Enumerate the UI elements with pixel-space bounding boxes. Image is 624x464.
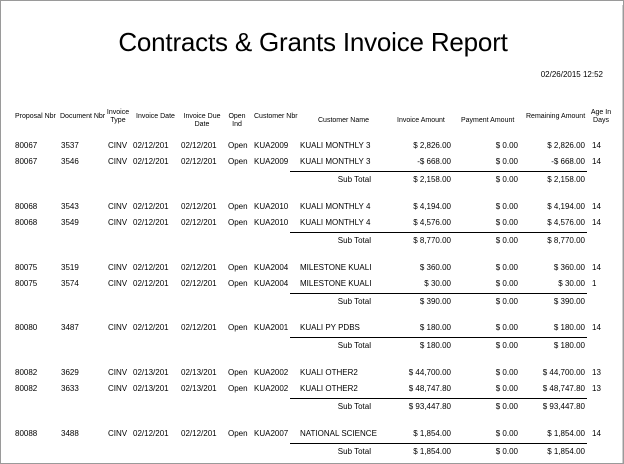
cell-doc: 3549 bbox=[61, 218, 79, 227]
cell-open: Open bbox=[228, 157, 248, 166]
cell-proposal: 80067 bbox=[15, 157, 38, 166]
cell-cust-nbr: KUA2010 bbox=[254, 202, 289, 211]
cell-inv-amt: $ 180.00 bbox=[419, 323, 451, 332]
cell-age: 14 bbox=[592, 218, 601, 227]
cell-cust-nbr: KUA2004 bbox=[254, 279, 289, 288]
cell-due-date: 02/12/201 bbox=[181, 202, 217, 211]
cell-rem-amt: $ 4,194.00 bbox=[547, 202, 585, 211]
cell-pay-amt: $ 0.00 bbox=[495, 429, 518, 438]
col-header-document-nbr: Document Nbr bbox=[60, 113, 106, 120]
col-header-invoice-due-date bbox=[181, 113, 223, 129]
subtotal-divider bbox=[290, 337, 587, 338]
subtotal-inv-amt: $ 1,854.00 bbox=[413, 447, 451, 456]
cell-open: Open bbox=[228, 323, 248, 332]
cell-inv-date: 02/12/201 bbox=[133, 202, 169, 211]
cell-due-date: 02/12/201 bbox=[181, 323, 217, 332]
cell-doc: 3537 bbox=[61, 141, 79, 150]
cell-doc: 3574 bbox=[61, 279, 79, 288]
col-header-open-ind bbox=[226, 113, 248, 129]
cell-inv-amt: -$ 668.00 bbox=[417, 157, 451, 166]
cell-open: Open bbox=[228, 202, 248, 211]
subtotal-divider bbox=[290, 171, 587, 172]
cell-inv-amt: $ 360.00 bbox=[419, 263, 451, 272]
report-title: Contracts & Grants Invoice Report bbox=[118, 27, 508, 57]
cell-type: CINV bbox=[108, 368, 128, 377]
cell-pay-amt: $ 0.00 bbox=[495, 279, 518, 288]
cell-rem-amt: -$ 668.00 bbox=[551, 157, 585, 166]
cell-inv-amt: $ 4,194.00 bbox=[413, 202, 451, 211]
cell-age: 14 bbox=[592, 429, 601, 438]
report-timestamp: 02/26/2015 12:52 bbox=[540, 70, 603, 79]
cell-type: CINV bbox=[108, 323, 128, 332]
col-header-age-line1: Age In bbox=[590, 109, 612, 116]
cell-due-date: 02/12/201 bbox=[181, 157, 217, 166]
cell-doc: 3546 bbox=[61, 157, 79, 166]
cell-inv-date: 02/13/201 bbox=[133, 368, 169, 377]
col-header-open-ind-line2: Ind bbox=[232, 121, 242, 128]
cell-proposal: 80075 bbox=[15, 279, 38, 288]
subtotal-label: Sub Total bbox=[337, 175, 371, 184]
cell-doc: 3487 bbox=[61, 323, 79, 332]
cell-age: 13 bbox=[592, 384, 601, 393]
page-edge bbox=[622, 5, 623, 463]
cell-cust-name: KUALI OTHER2 bbox=[300, 384, 358, 393]
subtotal-divider bbox=[290, 443, 587, 444]
cell-proposal: 80082 bbox=[15, 368, 38, 377]
subtotal-rem-amt: $ 1,854.00 bbox=[547, 447, 585, 456]
cell-cust-nbr: KUA2007 bbox=[254, 429, 289, 438]
cell-pay-amt: $ 0.00 bbox=[495, 141, 518, 150]
subtotal-divider bbox=[290, 232, 587, 233]
cell-inv-amt: $ 2,826.00 bbox=[413, 141, 451, 150]
cell-proposal: 80080 bbox=[15, 323, 38, 332]
cell-rem-amt: $ 1,854.00 bbox=[547, 429, 585, 438]
cell-cust-name: MILESTONE KUALI bbox=[300, 263, 372, 272]
cell-pay-amt: $ 0.00 bbox=[495, 323, 518, 332]
col-header-customer-name: Customer Name bbox=[318, 117, 369, 124]
subtotal-pay-amt: $ 0.00 bbox=[495, 341, 518, 350]
cell-cust-name: KUALI PY PDBS bbox=[300, 323, 360, 332]
subtotal-rem-amt: $ 93,447.80 bbox=[542, 402, 585, 411]
cell-inv-date: 02/12/201 bbox=[133, 218, 169, 227]
cell-open: Open bbox=[228, 218, 248, 227]
subtotal-inv-amt: $ 93,447.80 bbox=[408, 402, 451, 411]
col-header-age-in-days bbox=[589, 109, 613, 125]
cell-open: Open bbox=[228, 429, 248, 438]
cell-proposal: 80068 bbox=[15, 202, 38, 211]
cell-cust-name: KUALI MONTHLY 4 bbox=[300, 202, 371, 211]
col-header-payment-amount: Payment Amount bbox=[461, 117, 515, 124]
cell-due-date: 02/13/201 bbox=[181, 368, 217, 377]
cell-cust-nbr: KUA2001 bbox=[254, 323, 289, 332]
subtotal-label: Sub Total bbox=[337, 236, 371, 245]
cell-rem-amt: $ 48,747.80 bbox=[542, 384, 585, 393]
cell-rem-amt: $ 360.00 bbox=[553, 263, 585, 272]
subtotal-inv-amt: $ 2,158.00 bbox=[413, 175, 451, 184]
cell-open: Open bbox=[228, 263, 248, 272]
subtotal-pay-amt: $ 0.00 bbox=[495, 175, 518, 184]
col-header-invoice-type-line2: Type bbox=[110, 117, 126, 124]
subtotal-pay-amt: $ 0.00 bbox=[495, 402, 518, 411]
col-header-invoice-amount: Invoice Amount bbox=[397, 117, 445, 124]
cell-age: 14 bbox=[592, 263, 601, 272]
subtotal-inv-amt: $ 8,770.00 bbox=[413, 236, 451, 245]
cell-inv-date: 02/12/201 bbox=[133, 429, 169, 438]
cell-type: CINV bbox=[108, 202, 128, 211]
subtotal-label: Sub Total bbox=[337, 341, 371, 350]
cell-proposal: 80067 bbox=[15, 141, 38, 150]
cell-age: 14 bbox=[592, 141, 601, 150]
subtotal-divider bbox=[290, 293, 587, 294]
cell-due-date: 02/12/201 bbox=[181, 141, 217, 150]
cell-inv-amt: $ 4,576.00 bbox=[413, 218, 451, 227]
cell-cust-name: KUALI MONTHLY 3 bbox=[300, 141, 371, 150]
cell-age: 14 bbox=[592, 157, 601, 166]
cell-rem-amt: $ 4,576.00 bbox=[547, 218, 585, 227]
subtotal-divider bbox=[290, 398, 587, 399]
col-header-customer-nbr: Customer Nbr bbox=[254, 113, 298, 120]
cell-cust-name: KUALI MONTHLY 3 bbox=[300, 157, 371, 166]
cell-due-date: 02/12/201 bbox=[181, 263, 217, 272]
cell-type: CINV bbox=[108, 157, 128, 166]
cell-pay-amt: $ 0.00 bbox=[495, 157, 518, 166]
col-header-invoice-type-line1: Invoice bbox=[106, 109, 130, 116]
col-header-invoice-due-line2: Date bbox=[194, 121, 210, 128]
subtotal-rem-amt: $ 180.00 bbox=[553, 341, 585, 350]
cell-pay-amt: $ 0.00 bbox=[495, 384, 518, 393]
cell-doc: 3543 bbox=[61, 202, 79, 211]
cell-age: 14 bbox=[592, 202, 601, 211]
cell-cust-name: KUALI OTHER2 bbox=[300, 368, 358, 377]
col-header-open-ind-line1: Open bbox=[228, 113, 246, 120]
subtotal-rem-amt: $ 390.00 bbox=[553, 297, 585, 306]
cell-rem-amt: $ 30.00 bbox=[558, 279, 585, 288]
col-header-invoice-due-line1: Invoice Due bbox=[183, 113, 221, 120]
cell-cust-name: NATIONAL SCIENCE bbox=[300, 429, 377, 438]
cell-doc: 3519 bbox=[61, 263, 79, 272]
cell-due-date: 02/12/201 bbox=[181, 279, 217, 288]
cell-type: CINV bbox=[108, 384, 128, 393]
cell-due-date: 02/12/201 bbox=[181, 218, 217, 227]
cell-inv-date: 02/12/201 bbox=[133, 141, 169, 150]
cell-pay-amt: $ 0.00 bbox=[495, 368, 518, 377]
cell-proposal: 80088 bbox=[15, 429, 38, 438]
subtotal-inv-amt: $ 180.00 bbox=[419, 341, 451, 350]
cell-type: CINV bbox=[108, 141, 128, 150]
cell-type: CINV bbox=[108, 279, 128, 288]
cell-cust-nbr: KUA2004 bbox=[254, 263, 289, 272]
subtotal-inv-amt: $ 390.00 bbox=[419, 297, 451, 306]
subtotal-rem-amt: $ 2,158.00 bbox=[547, 175, 585, 184]
cell-inv-date: 02/12/201 bbox=[133, 279, 169, 288]
subtotal-label: Sub Total bbox=[337, 447, 371, 456]
subtotal-pay-amt: $ 0.00 bbox=[495, 447, 518, 456]
cell-pay-amt: $ 0.00 bbox=[495, 202, 518, 211]
cell-cust-nbr: KUA2009 bbox=[254, 157, 289, 166]
cell-pay-amt: $ 0.00 bbox=[495, 263, 518, 272]
cell-rem-amt: $ 180.00 bbox=[553, 323, 585, 332]
subtotal-label: Sub Total bbox=[337, 297, 371, 306]
cell-rem-amt: $ 2,826.00 bbox=[547, 141, 585, 150]
cell-inv-date: 02/12/201 bbox=[133, 263, 169, 272]
cell-cust-nbr: KUA2009 bbox=[254, 141, 289, 150]
subtotal-label: Sub Total bbox=[337, 402, 371, 411]
cell-rem-amt: $ 44,700.00 bbox=[542, 368, 585, 377]
cell-inv-date: 02/12/201 bbox=[133, 157, 169, 166]
cell-open: Open bbox=[228, 368, 248, 377]
cell-inv-date: 02/12/201 bbox=[133, 323, 169, 332]
cell-cust-name: KUALI MONTHLY 4 bbox=[300, 218, 371, 227]
cell-type: CINV bbox=[108, 218, 128, 227]
cell-open: Open bbox=[228, 279, 248, 288]
subtotal-pay-amt: $ 0.00 bbox=[495, 297, 518, 306]
cell-proposal: 80082 bbox=[15, 384, 38, 393]
cell-type: CINV bbox=[108, 263, 128, 272]
cell-age: 1 bbox=[592, 279, 597, 288]
cell-open: Open bbox=[228, 384, 248, 393]
subtotal-pay-amt: $ 0.00 bbox=[495, 236, 518, 245]
col-header-age-line2: Days bbox=[593, 117, 609, 124]
col-header-invoice-date: Invoice Date bbox=[136, 113, 175, 120]
cell-doc: 3488 bbox=[61, 429, 79, 438]
cell-type: CINV bbox=[108, 429, 128, 438]
cell-open: Open bbox=[228, 141, 248, 150]
cell-doc: 3633 bbox=[61, 384, 79, 393]
cell-age: 14 bbox=[592, 323, 601, 332]
cell-cust-nbr: KUA2002 bbox=[254, 368, 289, 377]
cell-inv-date: 02/13/201 bbox=[133, 384, 169, 393]
cell-due-date: 02/13/201 bbox=[181, 384, 217, 393]
subtotal-rem-amt: $ 8,770.00 bbox=[547, 236, 585, 245]
cell-proposal: 80075 bbox=[15, 263, 38, 272]
col-header-invoice-type bbox=[105, 109, 131, 125]
cell-due-date: 02/12/201 bbox=[181, 429, 217, 438]
cell-inv-amt: $ 48,747.80 bbox=[408, 384, 451, 393]
cell-cust-nbr: KUA2010 bbox=[254, 218, 289, 227]
cell-cust-name: MILESTONE KUALI bbox=[300, 279, 372, 288]
col-header-remaining-amount: Remaining Amount bbox=[526, 113, 586, 120]
cell-doc: 3629 bbox=[61, 368, 79, 377]
cell-inv-amt: $ 44,700.00 bbox=[408, 368, 451, 377]
col-header-proposal-nbr: Proposal Nbr bbox=[15, 113, 56, 120]
cell-inv-amt: $ 1,854.00 bbox=[413, 429, 451, 438]
cell-cust-nbr: KUA2002 bbox=[254, 384, 289, 393]
cell-age: 13 bbox=[592, 368, 601, 377]
cell-proposal: 80068 bbox=[15, 218, 38, 227]
cell-pay-amt: $ 0.00 bbox=[495, 218, 518, 227]
cell-inv-amt: $ 30.00 bbox=[424, 279, 451, 288]
